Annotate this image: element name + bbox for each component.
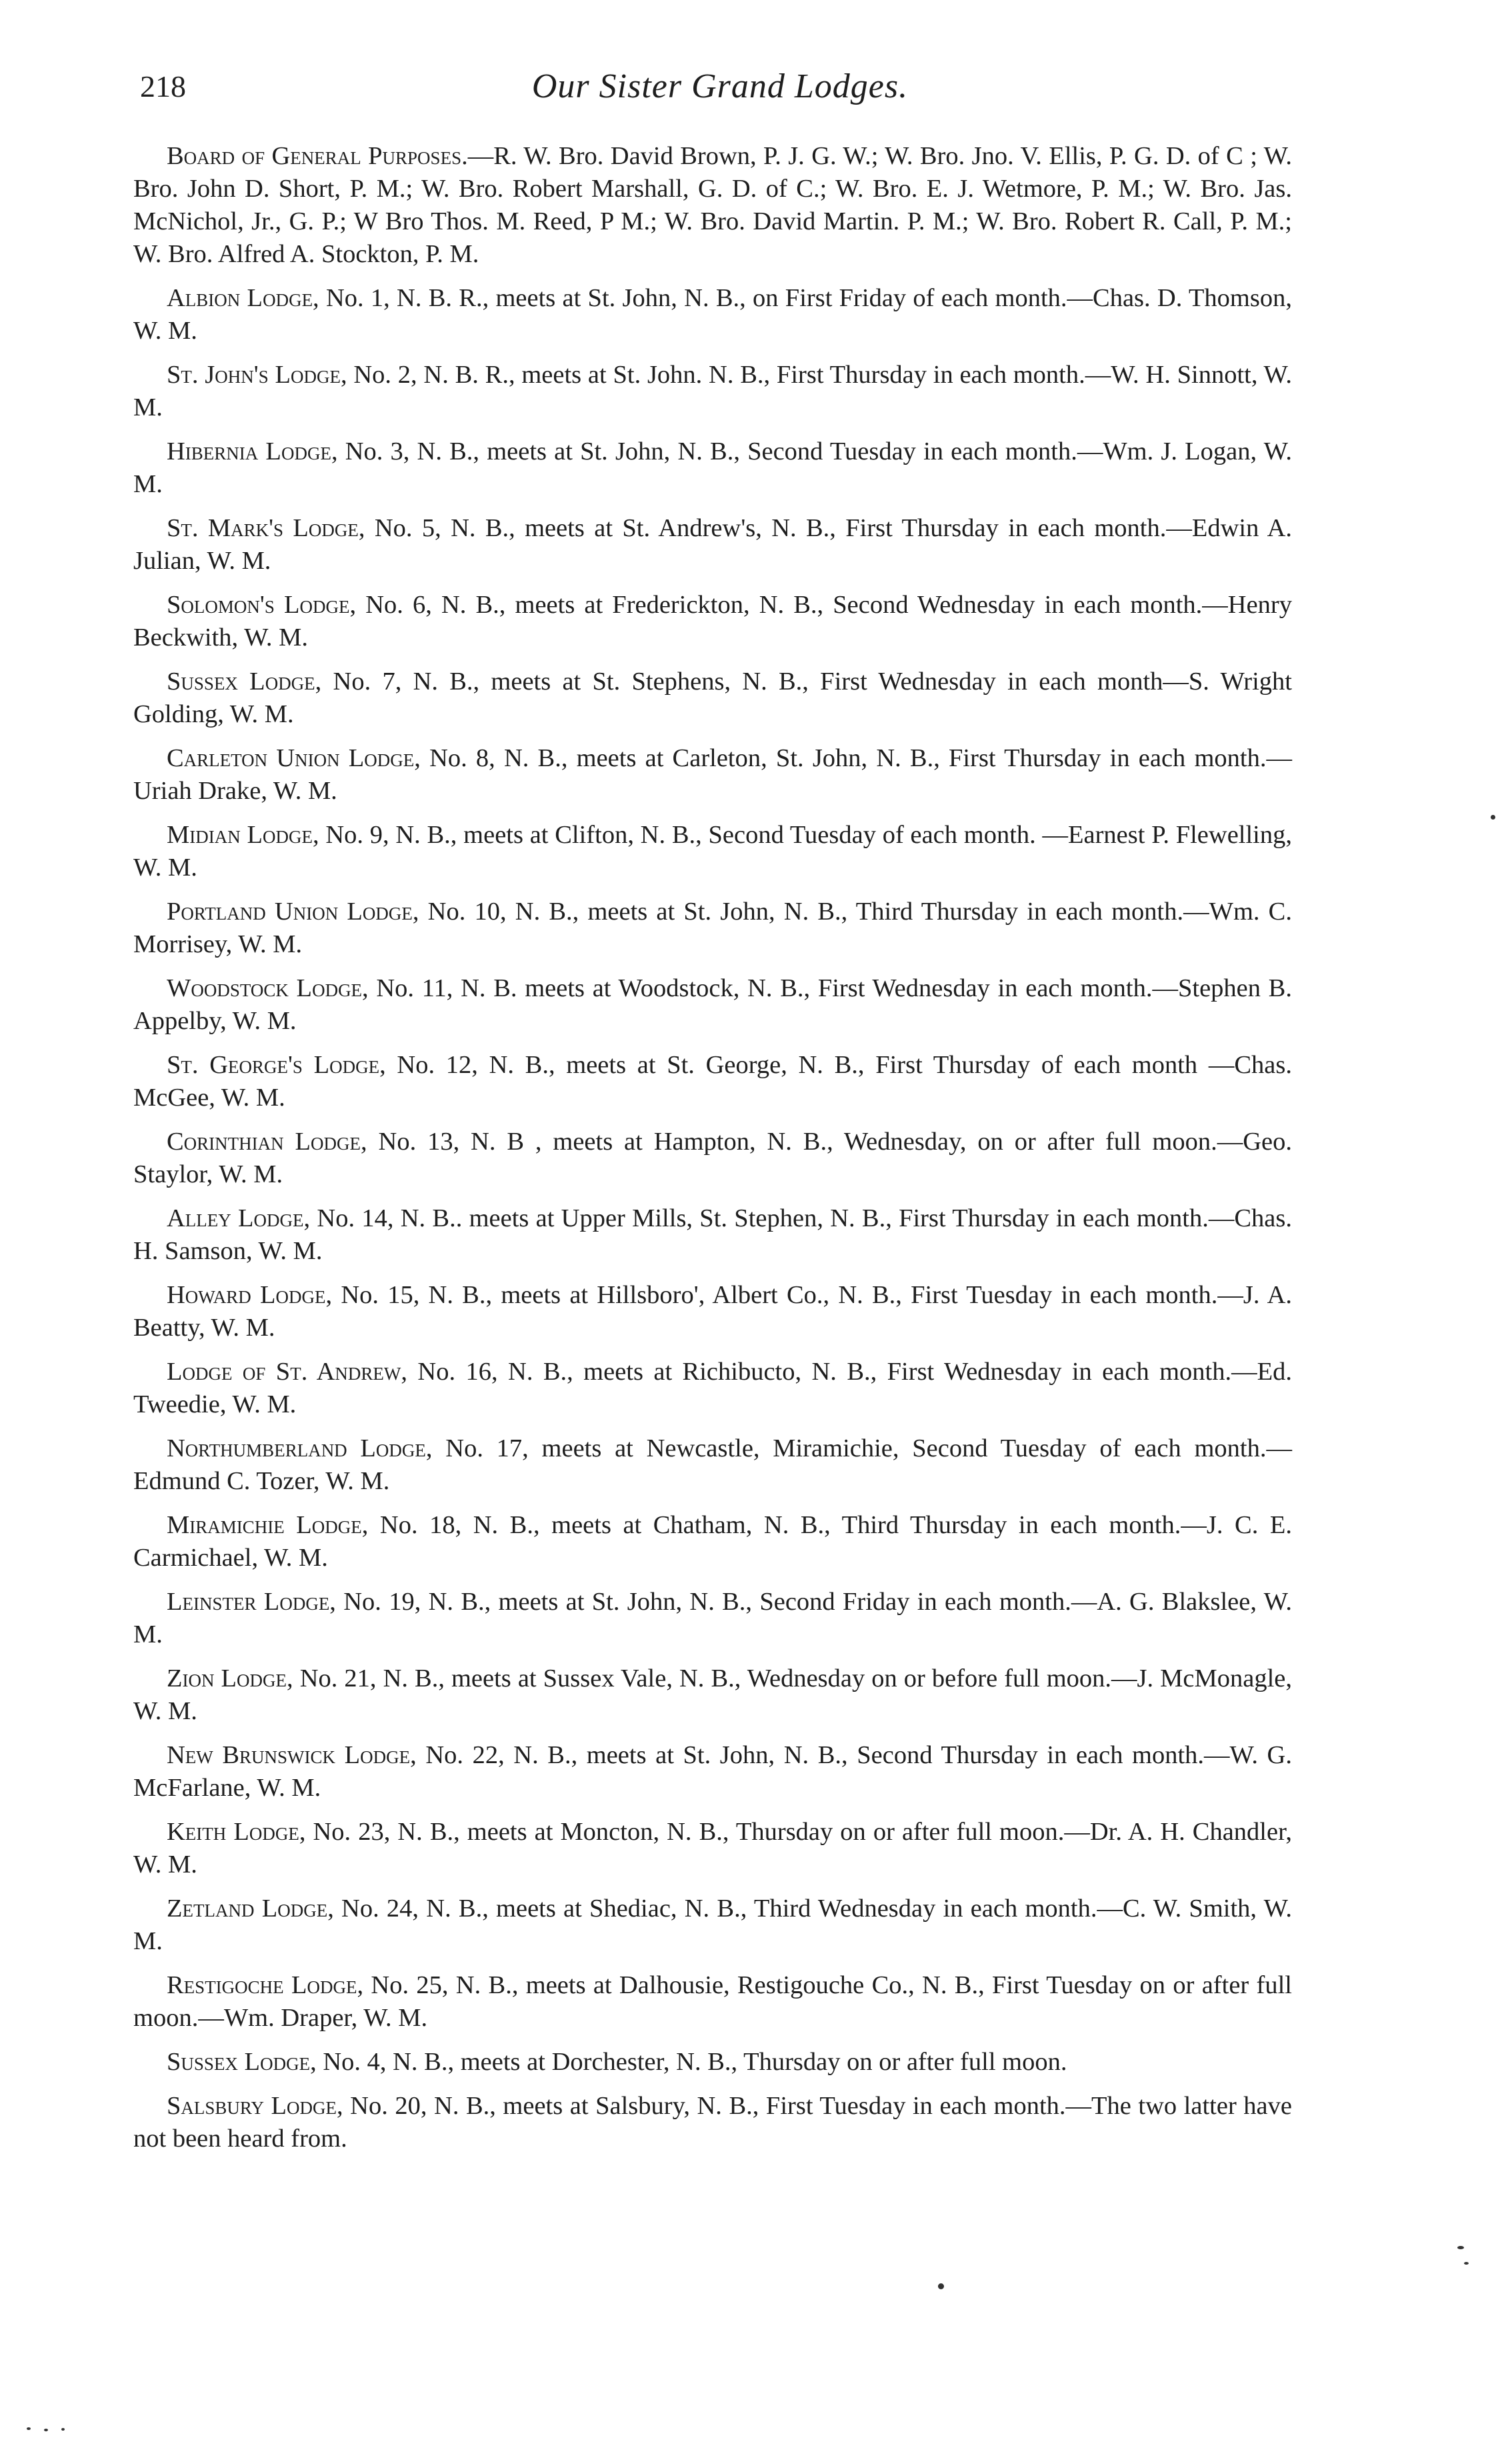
entry-name: Zion Lodge, [167, 1664, 293, 1692]
entry-name: Midian Lodge, [167, 821, 319, 849]
entry-text: No. 20, N. B., meets at Salsbury, N. B., First Tuesday in each month.—The two latter have not been heard from. [133, 2092, 1292, 2153]
entry-zion-lodge [133, 1662, 1292, 1728]
entry-text: No. 13, N. B , meets at Hampton, N. B., Wednesday, on or after full moon.—Geo. Staylor, W. M. [133, 1128, 1292, 1188]
entry-restigoche-lodge [133, 1969, 1292, 2035]
entry-name: Salsbury Lodge, [167, 2092, 343, 2120]
entry-text: No. 23, N. B., meets at Moncton, N. B., Thursday on or after full moon.—Dr. A. H. Chandler, W. M. [133, 1818, 1292, 1879]
entry-name: Keith Lodge, [167, 1818, 306, 1846]
entry-st-georges-lodge [133, 1049, 1292, 1114]
entry-name: Miramichie Lodge, [167, 1511, 369, 1539]
entry-midian-lodge [133, 819, 1292, 884]
entry-name: Howard Lodge, [167, 1281, 333, 1309]
scan-speck [938, 2283, 944, 2289]
entry-name: Alley Lodge, [167, 1204, 311, 1232]
entry-text: No. 6, N. B., meets at Frederickton, N. B., Second Wednesday in each month.—Henry Beckwith, W. M. [133, 591, 1292, 652]
running-title: Our Sister Grand Lodges. [531, 67, 909, 105]
entry-name: Zetland Lodge, [167, 1895, 334, 1923]
entry-albion-lodge [133, 282, 1292, 347]
entry-alley-lodge [133, 1202, 1292, 1268]
entry-text: No. 16, N. B., meets at Richibucto, N. B., First Wednesday in each month.—Ed. Tweedie, W. M. [133, 1358, 1293, 1418]
page-header [140, 67, 1300, 120]
entry-text: No. 9, N. B., meets at Clifton, N. B., Second Tuesday of each month. —Earnest P. Flewelling, W. M. [133, 821, 1292, 882]
entry-solomons-lodge [133, 589, 1292, 654]
entry-hibernia-lodge [133, 435, 1292, 501]
entry-text: No. 15, N. B., meets at Hillsboro', Albert Co., N. B., First Tuesday in each month.—J. A. Beatty, W. M. [133, 1281, 1292, 1342]
entry-text: No. 17, meets at Newcastle, Miramichie, Second Tuesday of each month.—Edmund C. Tozer, W. M. [133, 1434, 1292, 1495]
entry-text: No. 19, N. B., meets at St. John, N. B., Second Friday in each month.—A. G. Blakslee, W. M. [133, 1588, 1292, 1648]
entry-text: No. 3, N. B., meets at St. John, N. B., Second Tuesday in each month.—Wm. J. Logan, W. M. [133, 437, 1292, 498]
entry-text: No. 24, N. B., meets at Shediac, N. B., Third Wednesday in each month.—C. W. Smith, W. M. [133, 1895, 1292, 1955]
entry-name: St. Mark's Lodge, [167, 514, 365, 542]
entry-name: Corinthian Lodge, [167, 1128, 367, 1156]
entry-text: No. 25, N. B., meets at Dalhousie, Restigouche Co., N. B., First Tuesday on or after full moon.—Wm. Draper, W. M. [133, 1971, 1292, 2032]
entry-text: No. 5, N. B., meets at St. Andrew's, N. B., First Thursday in each month.—Edwin A. Julian, W. M. [133, 514, 1292, 575]
entry-text: No. 11, N. B. meets at Woodstock, N. B., First Wednesday in each month.—Stephen B. Appelby, W. M. [133, 974, 1292, 1035]
entry-salsbury-lodge [133, 2090, 1292, 2155]
entry-text: No. 8, N. B., meets at Carleton, St. John, N. B., First Thursday in each month.—Uriah Drake, W. M. [133, 744, 1292, 805]
entry-sussex-lodge-4 [133, 2046, 1292, 2079]
entry-st-marks-lodge [133, 512, 1292, 577]
entry-text: No. 12, N. B., meets at St. George, N. B., First Thursday of each month —Chas. McGee, W. M. [133, 1051, 1292, 1112]
entry-corinthian-lodge [133, 1126, 1292, 1191]
entry-text: No. 21, N. B., meets at Sussex Vale, N. B., Wednesday on or before full moon.—J. McMonagle, W. M. [133, 1664, 1292, 1725]
entry-text: No. 1, N. B. R., meets at St. John, N. B., on First Friday of each month.—Chas. D. Thomson, W. M. [133, 284, 1292, 345]
entry-zetland-lodge [133, 1893, 1292, 1958]
entry-woodstock-lodge [133, 972, 1292, 1038]
entry-name: New Brunswick Lodge, [167, 1741, 417, 1769]
entry-st-johns-lodge [133, 359, 1292, 424]
entry-howard-lodge [133, 1279, 1292, 1344]
page-number: 218 [140, 69, 186, 103]
scan-speck [1464, 2262, 1469, 2265]
scan-speck [44, 2429, 48, 2431]
entry-northumberland-lodge [133, 1432, 1292, 1498]
entry-text: No. 2, N. B. R., meets at St. John. N. B., First Thursday in each month.—W. H. Sinnott, W. M. [133, 361, 1292, 421]
entry-new-brunswick-lodge [133, 1739, 1292, 1804]
entry-text: No. 10, N. B., meets at St. John, N. B., Third Thursday in each month.—Wm. C. Morrisey, W. M. [133, 898, 1292, 958]
entry-name: Restigoche Lodge, [167, 1971, 364, 1999]
entry-name: St. George's Lodge, [167, 1051, 386, 1079]
entry-name: Portland Union Lodge, [167, 898, 419, 926]
entry-name: Solomon's Lodge, [167, 591, 357, 619]
entry-name: Hibernia Lodge, [167, 437, 338, 465]
entry-lodge-of-st-andrew [133, 1356, 1292, 1421]
entry-text: No. 22, N. B., meets at St. John, N. B., Second Thursday in each month.—W. G. McFarlane, W. M. [133, 1741, 1292, 1802]
entry-name: Sussex Lodge, [167, 668, 322, 696]
entry-text: No. 14, N. B.. meets at Upper Mills, St. Stephen, N. B., First Thursday in each month.—Chas. H. Samson, W. M. [133, 1204, 1292, 1265]
entry-text: No. 4, N. B., meets at Dorchester, N. B., Thursday on or after full moon. [316, 2048, 1067, 2076]
entry-name: Board of General Purposes. [167, 142, 468, 170]
entry-sussex-lodge-7 [133, 666, 1292, 731]
entry-board-of-general-purposes [133, 140, 1292, 271]
entry-name: St. John's Lodge, [167, 361, 347, 389]
entry-carleton-union-lodge [133, 742, 1292, 808]
entry-name: Lodge of St. Andrew, [167, 1358, 408, 1386]
scan-speck [1491, 815, 1495, 820]
entry-portland-union-lodge [133, 896, 1292, 961]
entry-text: —R. W. Bro. David Brown, P. J. G. W.; W. Bro. Jno. V. Ellis, P. G. D. of C ; W. Bro. John D. Short, P. M.; W. Bro. Robert Marshall, G. D. of C.; W. Bro. E. J. Wetmore, P. M.; W. Bro. Jas. McNichol, Jr., G. P.; W Bro Thos. M. Reed, P M.; W. Bro. David Martin. P. M.; W. Bro. Robert R. Call, P. M.; W. Bro. Alfred A. Stockton, P. M. [133, 142, 1292, 268]
lodge-directory [133, 140, 1292, 2167]
entry-miramichie-lodge [133, 1509, 1292, 1574]
entry-name: Carleton Union Lodge, [167, 744, 421, 772]
entry-text: No. 18, N. B., meets at Chatham, N. B., Third Thursday in each month.—J. C. E. Carmichael, W. M. [133, 1511, 1292, 1572]
entry-name: Leinster Lodge, [167, 1588, 336, 1616]
entry-keith-lodge [133, 1816, 1292, 1881]
entry-name: Albion Lodge, [167, 284, 319, 312]
scan-speck [61, 2428, 65, 2431]
scan-speck [1457, 2246, 1464, 2249]
entry-name: Sussex Lodge, [167, 2048, 317, 2076]
scan-speck [27, 2427, 31, 2430]
entry-text: No. 7, N. B., meets at St. Stephens, N. B., First Wednesday in each month—S. Wright Golding, W. M. [133, 668, 1292, 728]
entry-leinster-lodge [133, 1586, 1292, 1651]
entry-name: Northumberland Lodge, [167, 1434, 433, 1462]
entry-name: Woodstock Lodge, [167, 974, 369, 1002]
